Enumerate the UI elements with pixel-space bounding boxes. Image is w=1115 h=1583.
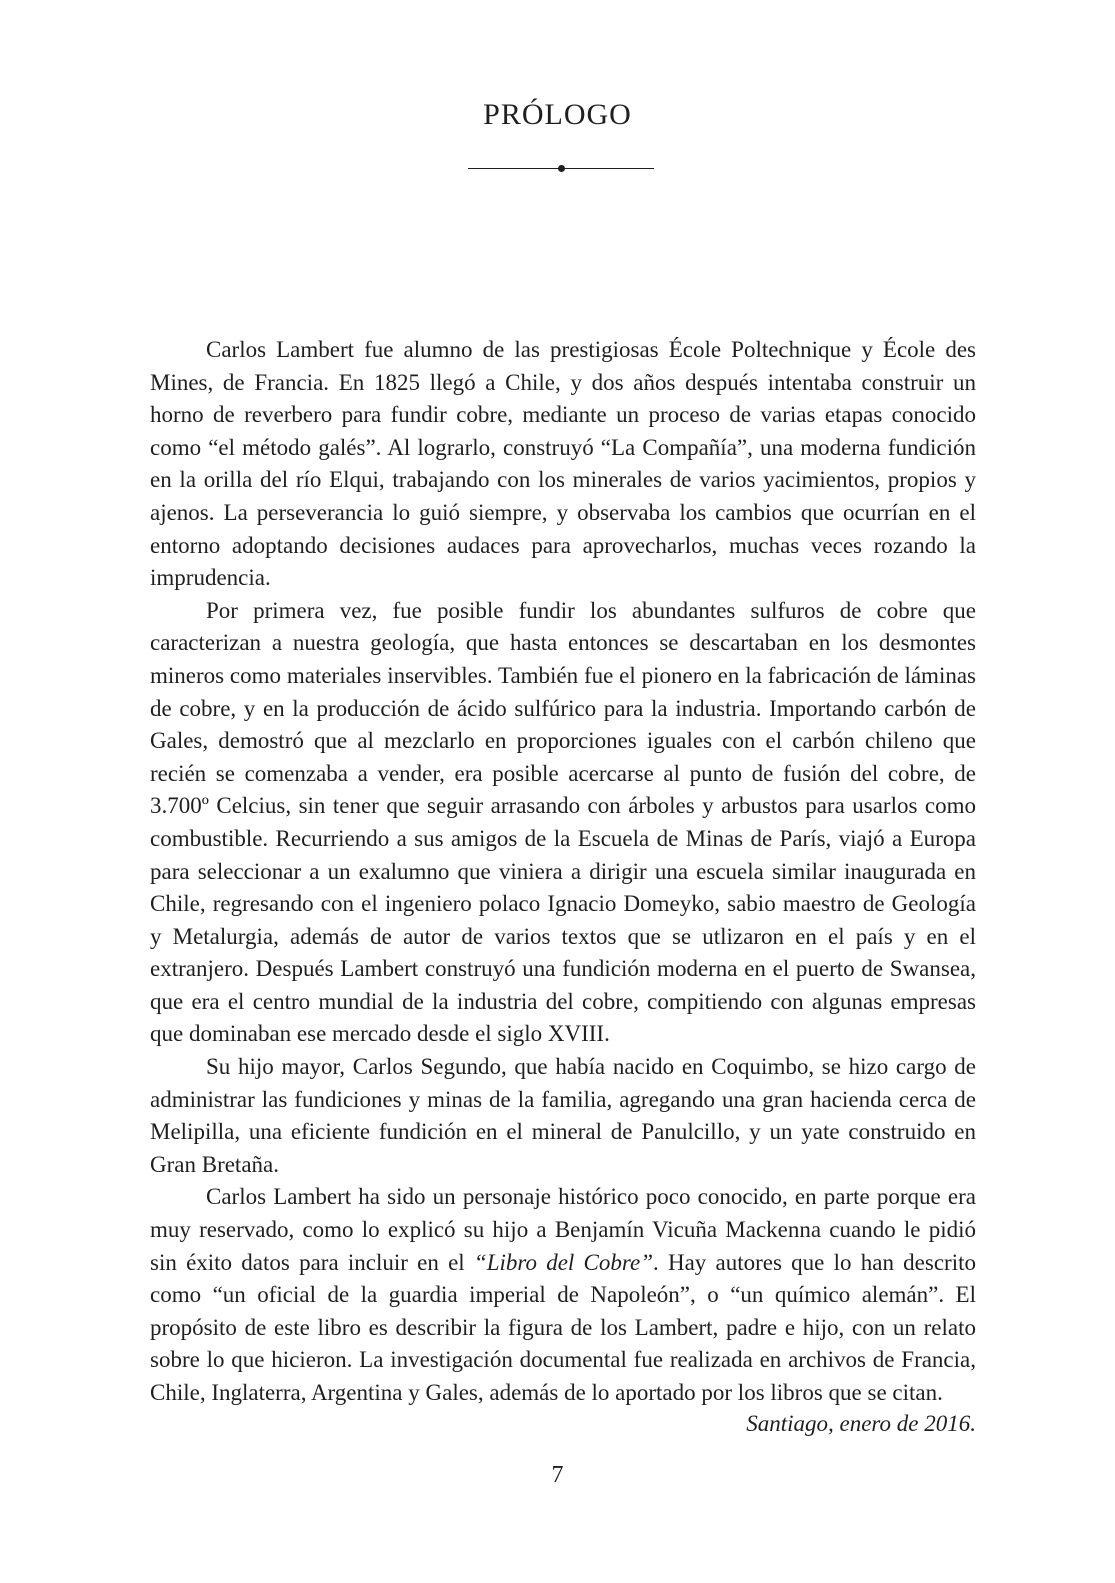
signature-line: Santiago, enero de 2016. (746, 1411, 976, 1436)
page-number: 7 (551, 1462, 564, 1488)
title-ornament (468, 160, 654, 176)
paragraph-4 (150, 1181, 976, 1409)
page-title: PRÓLOGO (483, 98, 632, 131)
paragraph-1: Carlos Lambert fue alumno de las prestigiosas École Poltechnique y École des Mines, de Francia. En 1825 llegó a Chile, y dos años después intentaba construir un horno de reverbero para fundir cobre, mediante un proceso de varias etapas conocido como “el método galés”. Al lograrlo, construyó “La Compañía”, una moderna fundición en la orilla del río Elqui, trabajando con los minerales de varios yacimientos, propios y ajenos. La perseverancia lo guió siempre, y observaba los cambios que ocurrían en el entorno adoptando decisiones audaces para aprovecharlos, muchas veces rozando la imprudencia. (150, 337, 976, 591)
paragraph-4-text-start: Carlos Lambert ha sido un personaje histórico poco conocido, en parte porque era muy reservado, como lo explicó su hijo a Benjamín Vicuña Mackenna cuando le pidió sin éxito datos para incluir en el (150, 1184, 976, 1275)
ornament-dot (558, 165, 565, 172)
paragraph-2: Por primera vez, fue posible fundir los abundantes sulfuros de cobre que caracterizan a nuestra geología, que hasta entonces se descartaban en los desmontes mineros como materiales inservibles. También fue el pionero en la fabricación de láminas de cobre, y en la producción de ácido sulfúrico para la industria. Importando carbón de Gales, demostró que al mezclarlo en proporciones iguales con el carbón chileno que recién se comenzaba a vender, era posible acercarse al punto de fusión del cobre, de 3.700º Celcius, sin tener que seguir arrasando con árboles y arbustos para usarlos como combustible. Recurriendo a sus amigos de la Escuela de Minas de París, viajó a Europa para seleccionar a un exalumno que viniera a dirigir una escuela similar inaugurada en Chile, regresando con el ingeniero polaco Ignacio Domeyko, sabio maestro de Geología y Metalurgia, además de autor de varios textos que se utlizaron en el país y en el extranjero. Después Lambert construyó una fundición moderna en el puerto de Swansea, que era el centro mundial de la industria del cobre, compitiendo con algunas empresas que dominaban ese mercado desde el siglo XVIII. (150, 597, 976, 1047)
paragraph-3: Su hijo mayor, Carlos Segundo, que había nacido en Coquimbo, se hizo cargo de administrar las fundiciones y minas de la familia, agregando una gran hacienda cerca de Melipilla, una eficiente fundición en el mineral de Panulcillo, y un yate construido en Gran Bretaña. (150, 1054, 976, 1177)
book-title-reference: “Libro del Cobre” (473, 1249, 653, 1275)
prologue-body (150, 334, 976, 1410)
paragraph-4-text-end: . Hay autores que lo han descrito como “un oficial de la guardia imperial de Napoleón”, o “un químico alemán”. El propósito de este libro es describir la figura de los Lambert, padre e hijo, con un relato sobre lo que hicieron. La investigación documental fue realizada en archivos de Francia, Chile, Inglaterra, Argentina y Gales, además de lo aportado por los libros que se citan. (150, 1249, 976, 1405)
